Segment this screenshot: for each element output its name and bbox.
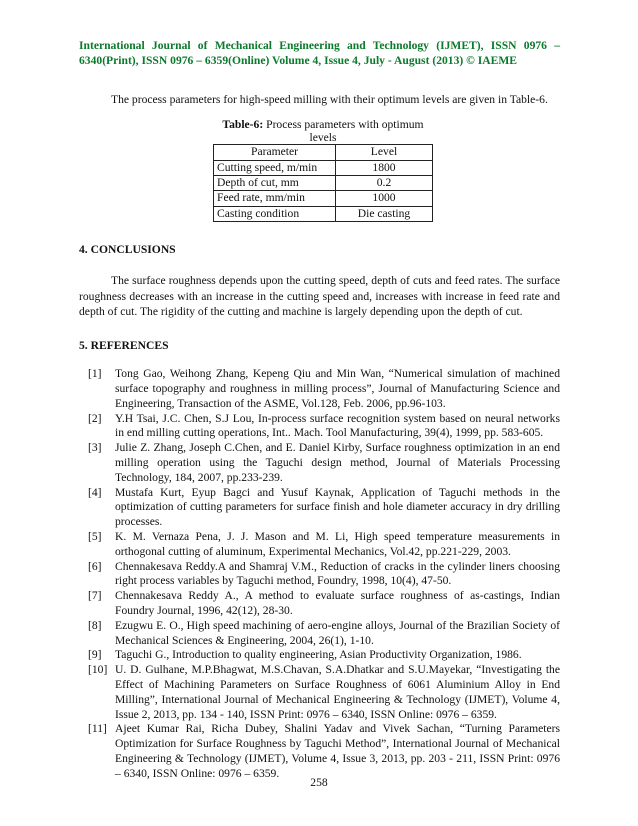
reference-item	[79, 560, 560, 590]
table-row	[214, 191, 433, 206]
reference-item	[79, 367, 560, 411]
references-heading: 5. REFERENCES	[79, 339, 169, 353]
reference-text: Tong Gao, Weihong Zhang, Kepeng Qiu and Min Wan, “Numerical simulation of machined surface topography and roughness in milling process”, Journal of Manufacturing Science and Engineering, Transaction of the ASME, Vol.128, Feb. 2006, pp.96-103.	[115, 367, 560, 410]
level-cell: 1000	[336, 191, 433, 206]
conclusions-paragraph: The surface roughness depends upon the cutting speed, depth of cuts and feed rates. The surface roughness decreases with an increase in the cutting speed and, increases with increase in feed rate and depth of cut. The rigidity of the cutting and machine is largely depending upon the depth of cut.	[79, 274, 560, 318]
table-row	[214, 160, 433, 175]
reference-item	[79, 441, 560, 485]
reference-number: [10]	[88, 663, 108, 677]
reference-item	[79, 619, 560, 649]
reference-text: U. D. Gulhane, M.P.Bhagwat, M.S.Chavan, S.A.Dhatkar and S.U.Mayekar, “Investigating the Effect of Machining Parameters on Surface Roughness of 6061 Aluminium Alloy in End Milling”, International Journal of Mechanical Engineering & Technology (IJMET), Volume 4, Issue 2, 2013, pp. 134 - 140, ISSN Print: 0976 – 6340, ISSN Online: 0976 – 6359.	[115, 663, 560, 721]
table-row	[214, 176, 433, 191]
table-row	[214, 206, 433, 221]
reference-text: Ajeet Kumar Rai, Richa Dubey, Shalini Yadav and Vivek Sachan, “Turning Parameters Optimization for Surface Roughness by Taguchi Method”, International Journal of Mechanical Engineering & Technology (IJMET), Volume 4, Issue 3, 2013, pp. 203 - 211, ISSN Print: 0976 – 6340, ISSN Online: 0976 – 6359.	[115, 722, 560, 780]
reference-item	[79, 412, 560, 442]
table-caption	[211, 118, 435, 144]
parameters-table	[213, 144, 433, 222]
reference-text: Ezugwu E. O., High speed machining of aero-engine alloys, Journal of the Brazilian Society of Mechanical Sciences & Engineering, 2004, 26(1), 1-10.	[115, 618, 560, 647]
reference-item	[79, 722, 560, 781]
table-caption-label: Table-6:	[222, 118, 264, 132]
column-header-level: Level	[336, 145, 433, 160]
level-cell: Die casting	[336, 206, 433, 221]
reference-item	[79, 663, 560, 722]
reference-number: [9]	[88, 648, 102, 662]
table-6-container	[211, 118, 435, 222]
reference-item	[79, 648, 560, 663]
table-caption-text: Process parameters with optimum levels	[263, 118, 424, 145]
journal-header: International Journal of Mechanical Engineering and Technology (IJMET), ISSN 0976 – 6340(Print), ISSN 0976 – 6359(Online) Volume 4, Issue 4, July - August (2013) © IAEME	[79, 39, 560, 67]
reference-text: K. M. Vernaza Pena, J. J. Mason and M. Li, High speed temperature measurements in orthogonal cutting of aluminum, Experimental Mechanics, Vol.42, pp.221-229, 2003.	[115, 530, 560, 558]
reference-text: Mustafa Kurt, Eyup Bagci and Yusuf Kaynak, Application of Taguchi methods in the optimization of cutting parameters for surface finish and hole diameter accuracy in dry drilling processes.	[115, 485, 560, 529]
level-cell: 0.2	[336, 176, 433, 191]
parameter-cell: Feed rate, mm/min	[214, 191, 336, 206]
reference-text: Julie Z. Zhang, Joseph C.Chen, and E. Daniel Kirby, Surface roughness optimization in an end milling operation using the Taguchi design method, Journal of Materials Processing Technology, 184, 2007, pp.233-239.	[115, 441, 560, 484]
reference-text: Chennakesava Reddy.A and Shamraj V.M., Reduction of cracks in the cylinder liners choosing right process variables by Taguchi method, Foundry, 1998, 10(4), 47-50.	[115, 559, 560, 588]
column-header-parameter: Parameter	[214, 145, 336, 160]
reference-text: Chennakesava Reddy A., A method to evaluate surface roughness of as-castings, Indian Foundry Journal, 1996, 42(12), 28-30.	[115, 589, 560, 617]
reference-item	[79, 530, 560, 560]
parameter-cell: Casting condition	[214, 206, 336, 221]
reference-number: [7]	[88, 589, 102, 603]
reference-number: [11]	[88, 722, 107, 736]
references-list	[79, 367, 560, 781]
page-number: 258	[310, 776, 328, 789]
reference-number: [1]	[88, 367, 102, 381]
reference-number: [8]	[88, 618, 102, 632]
reference-text: Taguchi G., Introduction to quality engineering, Asian Productivity Organization, 1986.	[115, 648, 522, 662]
parameter-cell: Cutting speed, m/min	[214, 160, 336, 175]
reference-number: [5]	[88, 530, 102, 544]
reference-item	[79, 589, 560, 619]
reference-number: [3]	[88, 441, 102, 455]
reference-item	[79, 486, 560, 530]
reference-text: Y.H Tsai, J.C. Chen, S.J Lou, In-process surface recognition system based on neural networks in end milling cutting operations, Int.. Mach. Tool Manufacturing, 39(4), 1999, pp. 583-605.	[115, 411, 560, 440]
reference-number: [2]	[88, 411, 102, 425]
reference-number: [6]	[88, 559, 102, 573]
parameter-cell: Depth of cut, mm	[214, 176, 336, 191]
level-cell: 1800	[336, 160, 433, 175]
reference-number: [4]	[88, 485, 102, 499]
conclusions-heading: 4. CONCLUSIONS	[79, 243, 176, 257]
table-header-row	[214, 145, 433, 160]
intro-paragraph: The process parameters for high-speed milling with their optimum levels are given in Table-6.	[111, 93, 548, 106]
